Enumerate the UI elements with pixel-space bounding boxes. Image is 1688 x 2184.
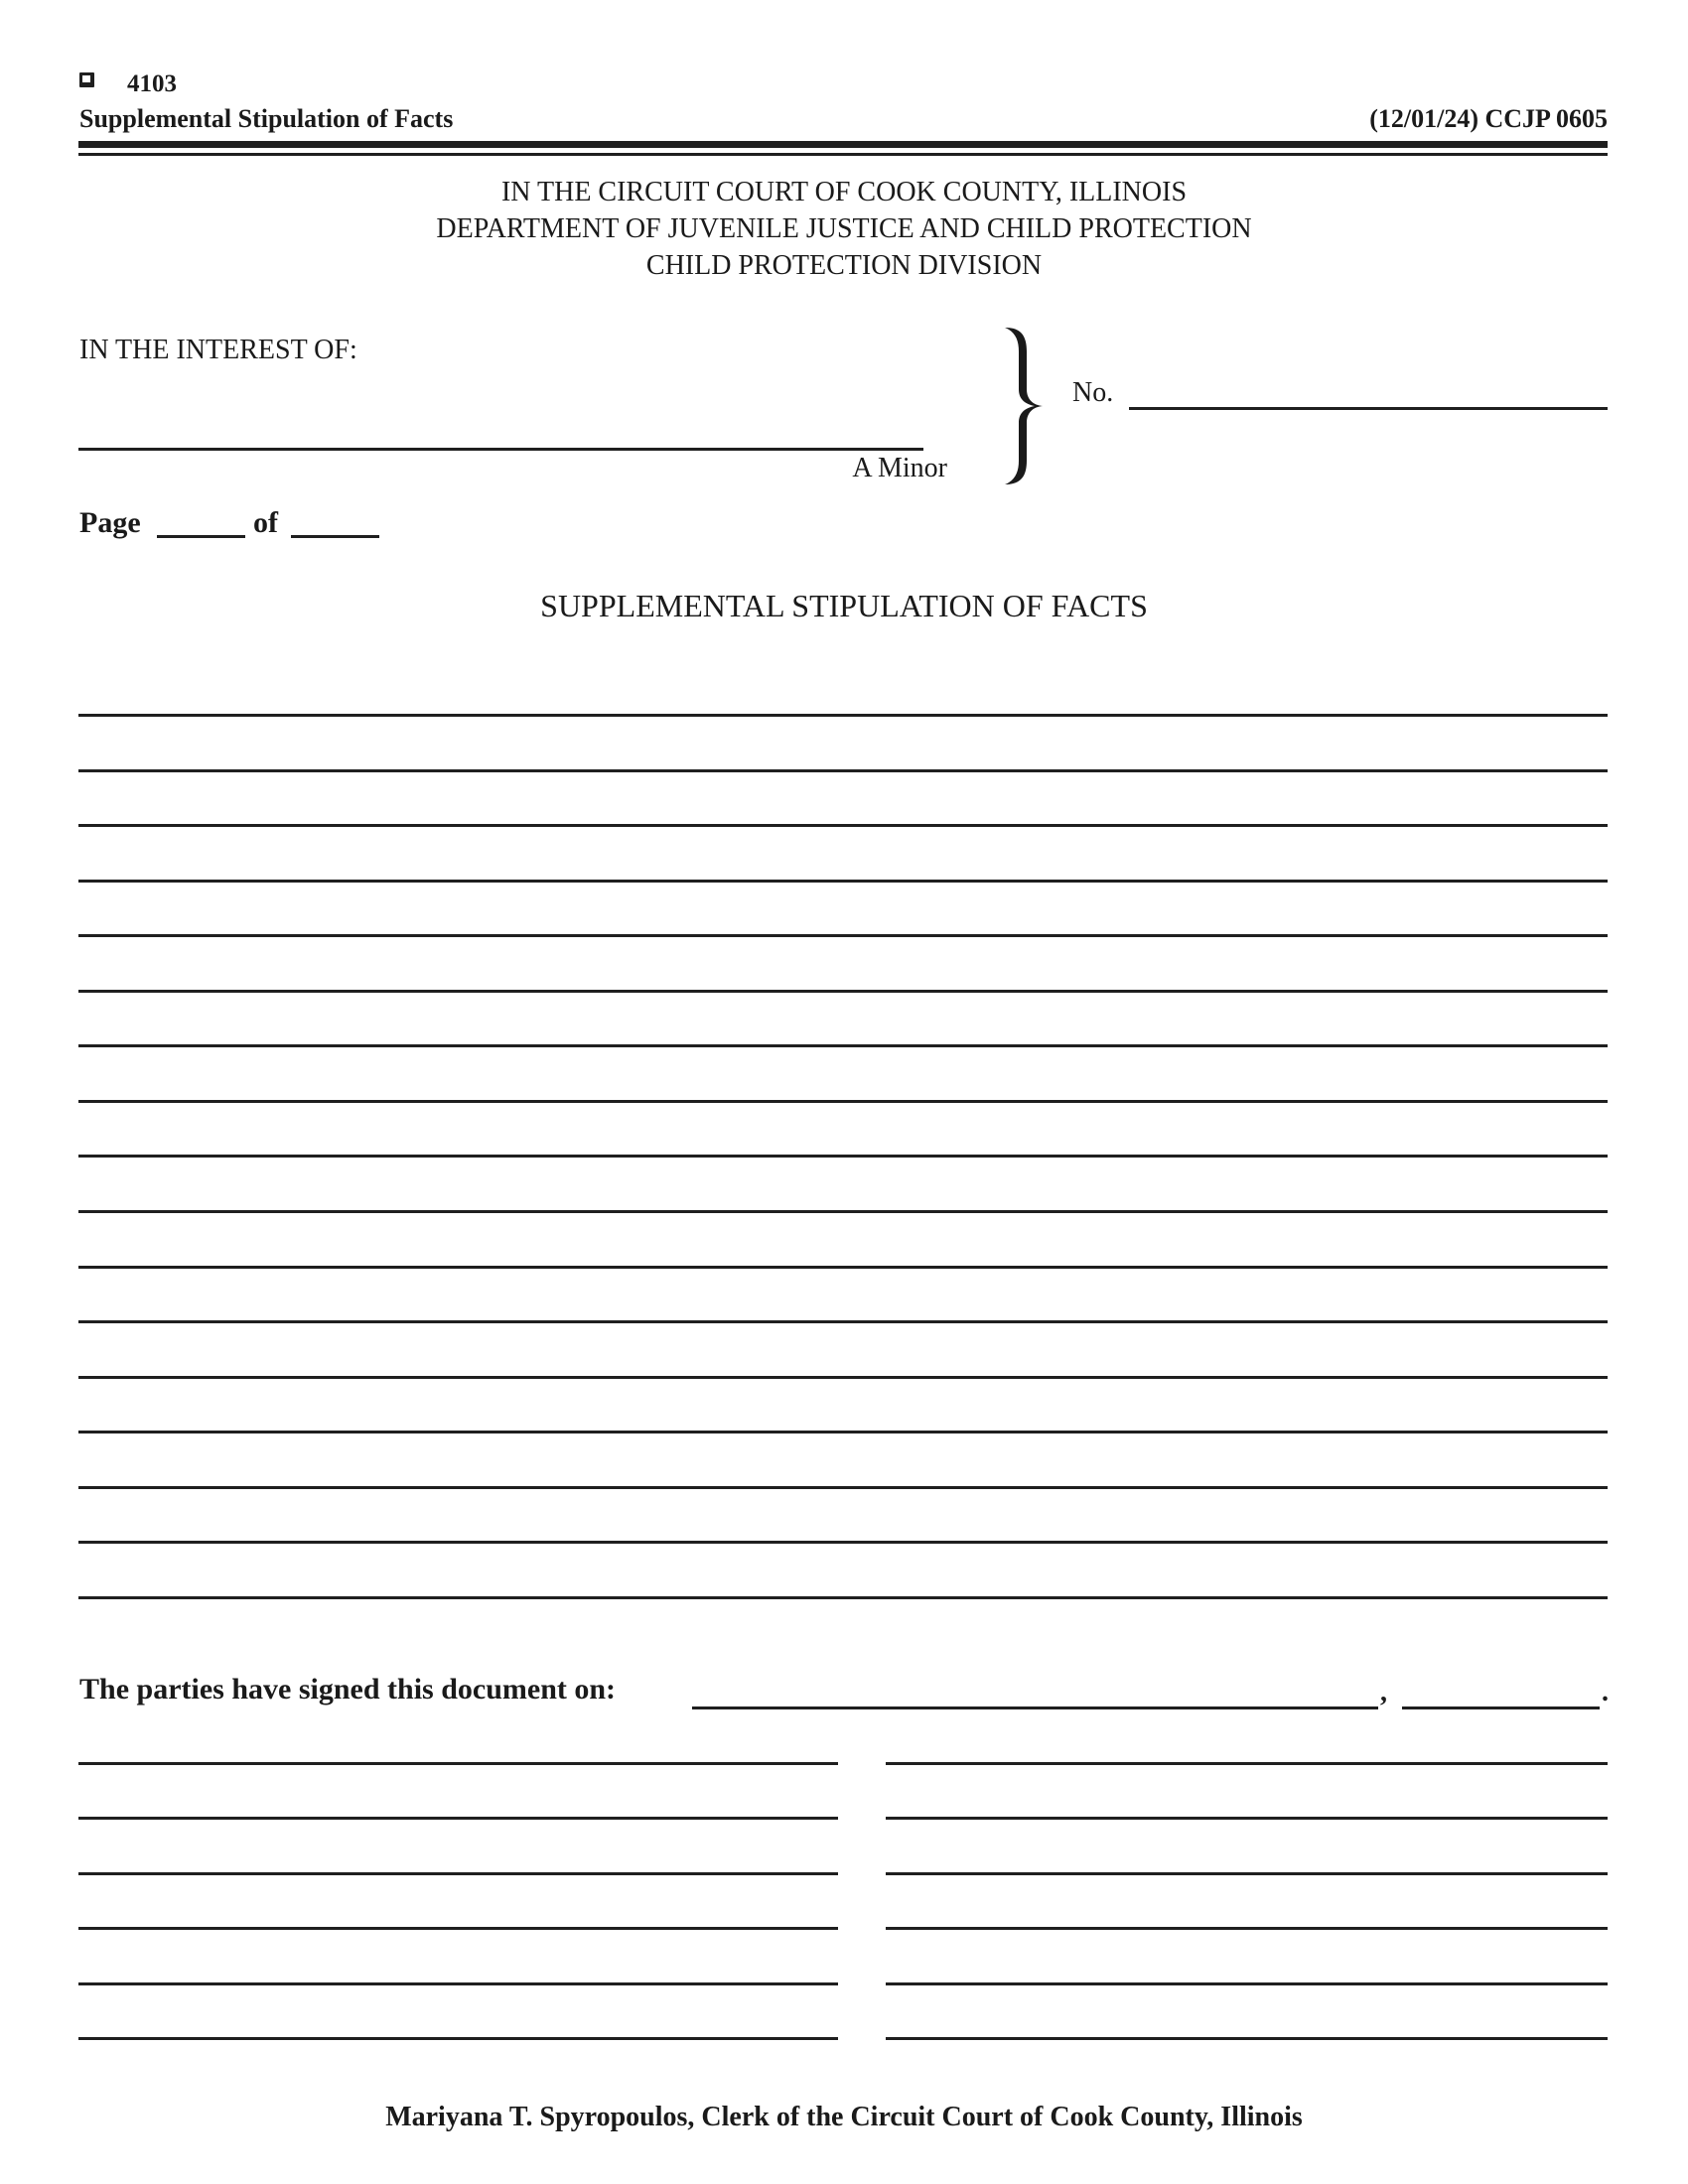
court-department: DEPARTMENT OF JUVENILE JUSTICE AND CHILD PROTECTION xyxy=(436,213,1252,244)
fact-line-11[interactable] xyxy=(78,1243,1608,1269)
fact-line-3[interactable] xyxy=(78,801,1608,827)
case-no-field[interactable] xyxy=(1129,384,1608,410)
page-total-field[interactable] xyxy=(291,512,379,538)
clerk-footer: Mariyana T. Spyropoulos, Clerk of the Circuit Court of Cook County, Illinois xyxy=(385,2102,1303,2132)
signature-line-right-3[interactable] xyxy=(886,1849,1608,1875)
form-revision: (12/01/24) CCJP 0605 xyxy=(1369,104,1608,133)
signature-line-left-6[interactable] xyxy=(78,2014,838,2040)
signature-line-left-2[interactable] xyxy=(78,1794,838,1820)
signature-line-left-1[interactable] xyxy=(78,1739,838,1765)
signature-line-right-6[interactable] xyxy=(886,2014,1608,2040)
page-label: Page xyxy=(79,506,141,539)
fact-line-16[interactable] xyxy=(78,1518,1608,1544)
fact-line-1[interactable] xyxy=(78,691,1608,717)
checkbox-empty-icon[interactable] xyxy=(79,72,94,87)
fact-line-4[interactable] xyxy=(78,857,1608,883)
page-number-field[interactable] xyxy=(157,512,245,538)
minor-label: A Minor xyxy=(852,453,947,483)
signature-line-right-2[interactable] xyxy=(886,1794,1608,1820)
header-thin-rule xyxy=(78,153,1608,156)
fact-line-12[interactable] xyxy=(78,1297,1608,1323)
signature-line-left-3[interactable] xyxy=(78,1849,838,1875)
fact-line-9[interactable] xyxy=(78,1132,1608,1158)
fact-line-5[interactable] xyxy=(78,911,1608,937)
fact-line-6[interactable] xyxy=(78,967,1608,993)
fact-line-14[interactable] xyxy=(78,1408,1608,1433)
fact-line-13[interactable] xyxy=(78,1353,1608,1379)
signature-line-right-1[interactable] xyxy=(886,1739,1608,1765)
court-name: IN THE CIRCUIT COURT OF COOK COUNTY, ILLINOIS xyxy=(500,177,1188,207)
fact-line-7[interactable] xyxy=(78,1022,1608,1047)
interest-label: IN THE INTEREST OF: xyxy=(79,335,357,365)
fact-line-2[interactable] xyxy=(78,747,1608,772)
case-no-label: No. xyxy=(1072,377,1114,408)
signature-line-left-4[interactable] xyxy=(78,1904,838,1930)
of-label: of xyxy=(253,506,278,539)
fact-line-17[interactable] xyxy=(78,1573,1608,1599)
minor-name-field[interactable] xyxy=(78,425,923,451)
date-comma: , xyxy=(1380,1677,1387,1707)
date-period: . xyxy=(1602,1677,1609,1707)
document-title: SUPPLEMENTAL STIPULATION OF FACTS xyxy=(540,588,1148,623)
signature-line-right-5[interactable] xyxy=(886,1960,1608,1985)
signature-line-right-4[interactable] xyxy=(886,1904,1608,1930)
signed-year-field[interactable] xyxy=(1402,1684,1600,1709)
right-brace-icon xyxy=(1001,326,1049,486)
court-division: CHILD PROTECTION DIVISION xyxy=(645,250,1043,281)
signed-date-field[interactable] xyxy=(692,1684,1378,1709)
signed-on-label: The parties have signed this document on: xyxy=(79,1673,617,1706)
form-number: 4103 xyxy=(127,70,177,97)
signature-line-left-5[interactable] xyxy=(78,1960,838,1985)
form-title: Supplemental Stipulation of Facts xyxy=(79,104,454,133)
fact-line-10[interactable] xyxy=(78,1187,1608,1213)
fact-line-8[interactable] xyxy=(78,1077,1608,1103)
header-thick-rule xyxy=(78,141,1608,148)
fact-line-15[interactable] xyxy=(78,1463,1608,1489)
